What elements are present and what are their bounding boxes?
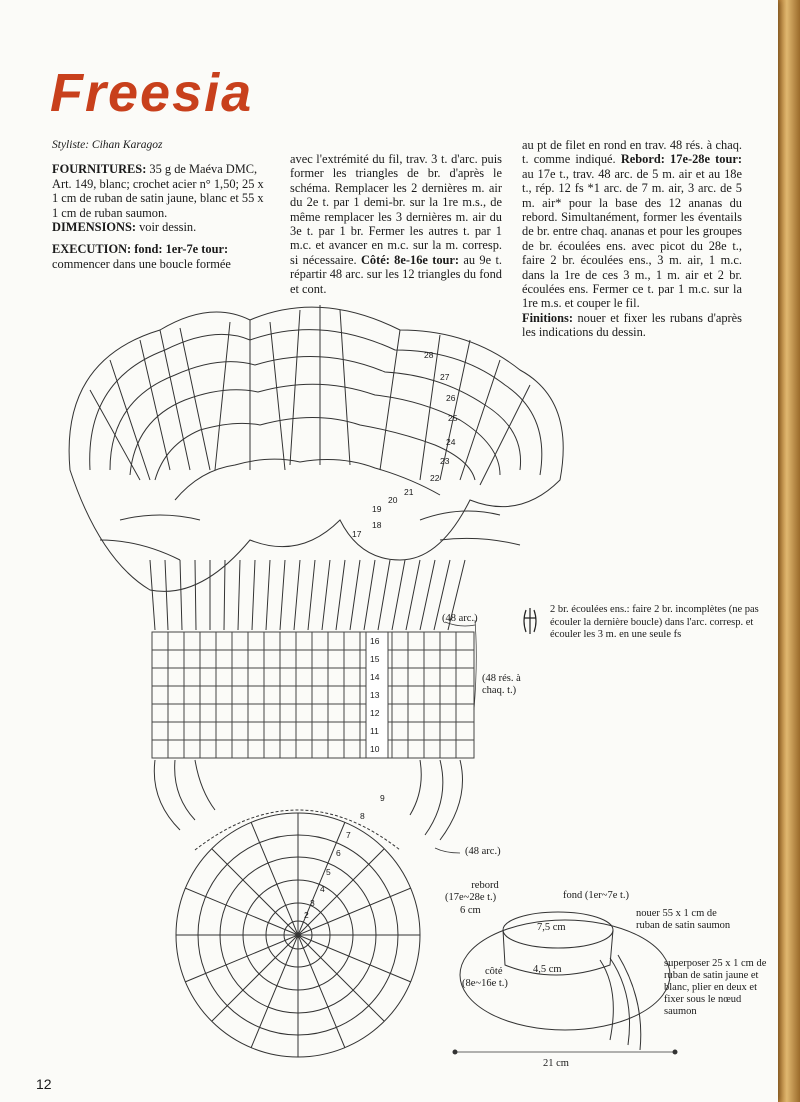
rim-row-17: 17: [352, 529, 362, 539]
hat-note-yellow-white-ribbon: superposer 25 x 1 cm de ruban de satin jaune et blanc, plier en deux et fixer sous le nœud saumon: [664, 958, 767, 1017]
side-row-16: 16: [370, 636, 380, 646]
bottom-row-4: 4: [320, 884, 325, 894]
finishing-label: Finitions:: [522, 310, 573, 325]
dimensions-label: DIMENSIONS:: [52, 220, 136, 235]
hat-note-salmon-ribbon: nouer 55 x 1 cm de ruban de satin saumon: [636, 908, 731, 931]
bottom-row-7: 7: [346, 830, 351, 840]
rim-row-28: 28: [424, 350, 434, 360]
arc-count-bottom-label: (48 arc.): [465, 846, 501, 857]
cluster-stitch-icon: [520, 606, 540, 636]
hat-width-label: 21 cm: [543, 1058, 569, 1069]
hat-top-size: 7,5 cm: [537, 922, 566, 933]
rim-row-21: 21: [404, 487, 414, 497]
rim-row-23: 23: [440, 456, 450, 466]
side-text: au 9e t. répartir 48 arc. sur les 12 triangles du fond et cont.: [290, 252, 502, 296]
rim-row-22: 22: [430, 473, 440, 483]
page-number: 12: [36, 1076, 52, 1092]
col2-text: avec l'extrémité du fil, trav. 3 t. d'arc. puis former les triangles de br. d'après le schéma. Remplacer les 2 dernières m. air du 2e t. par 1 demi-br. sur la 1re m.s., de même remplacer les 3 dernières m. air du 3e t. par 1 br. Fermer les autres t. par 1 m.c. et avancer en m.c. sur la m. corresp. si nécessaire.: [290, 152, 502, 267]
bottom-row-2: 2: [304, 910, 309, 920]
side-mesh-grid: [152, 632, 474, 758]
rim-diagram: [69, 305, 563, 591]
bottom-row-9: 9: [380, 793, 385, 803]
col3-text: au pt de filet en rond en trav. 48 rés. à chaq. t. comme indiqué.: [522, 138, 742, 167]
side-row-13: 13: [370, 690, 380, 700]
dimensions-text: voir dessin.: [136, 220, 197, 235]
rim-row-18: 18: [372, 520, 382, 530]
bottom-row-3: 3: [310, 898, 315, 908]
arc-count-top-label: (48 arc.): [442, 613, 478, 624]
rim-row-26: 26: [446, 393, 456, 403]
side-row-15: 15: [370, 654, 380, 664]
side-row-11: 11: [370, 726, 379, 736]
hat-side-size: 4,5 cm: [533, 964, 562, 975]
hat-rim-label: rebord: [471, 880, 499, 891]
bottom-round-diagram: [176, 810, 420, 1057]
side-row-12: 12: [370, 708, 380, 718]
bottom-row-5: 5: [326, 867, 331, 877]
side-label: Côté: 8e-16e tour:: [360, 252, 460, 267]
rim-label: Rebord: 17e-28e tour:: [620, 152, 742, 167]
finishing-text: nouer et fixer les rubans d'après les indications du dessin.: [522, 310, 742, 340]
supplies-text: 35 g de Maéva DMC, Art. 149, blanc; crochet acier n° 1,50; 25 x 1 cm de ruban de satin jaune, blanc et 55 x 1 cm de ruban saumon.: [52, 162, 264, 220]
legend-text: 2 br. écoulées ens.: faire 2 br. incomplètes (ne pas écouler la dernière boucle) dans l'arc. corresp. et écouler les 3 m. en une seule fs: [550, 604, 759, 640]
rim-row-20: 20: [388, 495, 398, 505]
supplies-label: FOURNITURES:: [52, 162, 147, 177]
connector-lines: [150, 560, 465, 630]
bottom-row-6: 6: [336, 848, 341, 858]
rim-text: au 17e t., trav. 48 arc. de 5 m. air et au 18e t., rép. 12 fs *1 arc. de 7 m. air, 3 arc. de 5 m. air* pour la base des 12 ananas du rebord. Simultanément, former les éventails de br. entre chaq. ananas et pour les groupes de br. écoulées ens. avec picot du 28e t., faire 2 br. écoulées ens., 3 m. air, 1 m.c. dans la 1re de ces 3 m., 1 m. air et 2 br. écoulées ens. Fermer ce t. par 1 m.c. sur la 1re m.s. et couper le fil.: [522, 166, 742, 311]
hat-rim-size: 6 cm: [460, 905, 481, 916]
bottom-row-8: 8: [360, 811, 365, 821]
hat-rim-rows: (17e~28e t.): [445, 892, 497, 903]
rim-row-19: 19: [372, 504, 382, 514]
stylist-credit: Styliste: Cihan Karagoz: [52, 139, 163, 151]
hat-side-label: côté: [485, 966, 503, 977]
execution-label: EXECUTION: fond: 1er-7e tour:: [52, 242, 229, 257]
rim-row-27: 27: [440, 372, 450, 382]
execution-text: commencer dans une boucle formée: [52, 256, 231, 271]
hat-side-rows: (8e~16e t.): [462, 978, 508, 989]
page-edge-decoration: [778, 0, 800, 1102]
side-row-10: 10: [370, 744, 380, 754]
side-row-14: 14: [370, 672, 380, 682]
rim-row-24: 24: [446, 437, 456, 447]
rim-row-25: 25: [448, 413, 458, 423]
stitch-count-label: (48 rés. à chaq. t.): [482, 673, 521, 696]
lower-connector-arcs: [154, 760, 462, 840]
hat-top-label: fond (1er~7e t.): [563, 890, 630, 901]
page-title: Freesia: [50, 63, 254, 123]
